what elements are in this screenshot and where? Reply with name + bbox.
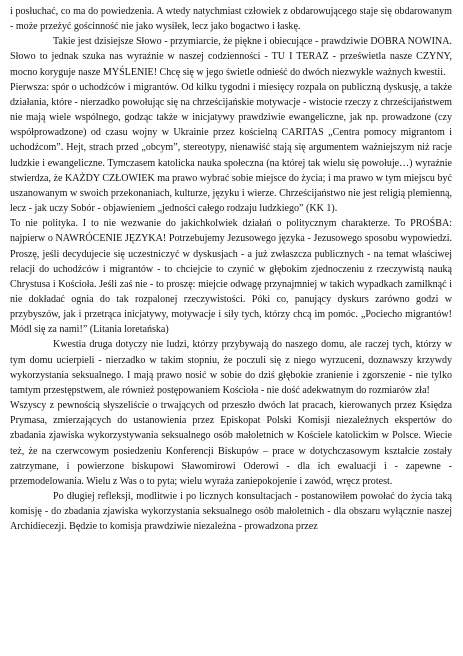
paragraph-good-news: Takie jest dzisiejsze Słowo - przymiarcie, że piękne i obiecujące - prawdziwie DOBRA NOWINA. Słowo to jednak szuka nas wyraźnie w naszej codzienności - TU I TERAZ - prześwietla nasze CZYNY, mocno koryguje nasze MYŚLENIE! Chcę się w jego świetle odnieść do dwóch niezwykle ważnych kwestii. — [10, 36, 452, 78]
paragraph-conversion-of-language: To nie polityka. I to nie wezwanie do jakichkolwiek działań o politycznym charakterze. To PROŚBA: najpierw o NAWRÓCENIE JĘZYKA! Potrzebujemy Jezusowego języka - Jezusowego sposobu wypowiedzi. Proszę, jeśli decydujecie się uczestniczyć w dyskusjach - a już zwłaszcza publicznych - na temat właściwej relacji do uchodźców i migrantów - to chciejcie to czynić w głębokim zjednoczeniu z rzeczywistą nauką Chrystusa i Kościoła. Jeśli zaś nie - to proszę: miejcie odwagę przynajmniej w takich wypadkach zamilknąć i nie dokładać ognia do tak rozpalonej rzeczywistości. Póki co, panujący dyskurs zarówno godzi w przybyszów, jak i przetrąca inicjatywy, motywacje i siły tych, którzy chcą im pomóc. „Pociecho migrantów! Módl się za nami!” (Litania loretańska) — [10, 218, 452, 336]
paragraph-victims-of-abuse: Kwestia druga dotyczy nie ludzi, którzy przybywają do naszego domu, ale raczej tych, którzy w tym domu ucierpieli - nierzadko w takim stopniu, że poczuli się z niego wyrzuceni, doznawszy krzywdy wykorzystania seksualnego. I mają prawo nosić w sobie do dziś głębokie zranienie i zgorszenie - nie tylko tamtym przestępstwem, ale również postępowaniem Kościoła - nie dość adekwatnym do rozmiarów zła! — [10, 339, 452, 396]
paragraph-archdiocese-commission: Po długiej refleksji, modlitwie i po licznych konsultacjach - postanowiłem powołać do życia taką komisję - do zbadania zjawiska wykorzystania seksualnego osób małoletnich - dla obszaru wyłącznie naszej Archidiecezji. Będzie to komisja prawdziwie niezależna - prowadzona przez — [10, 491, 452, 533]
paragraph-migrants-dispute: Pierwsza: spór o uchodźców i migrantów. Od kilku tygodni i miesięcy rozpala on publiczną dyskusję, a także działania, które - nierzadko powołując się na chrześcijańskie motywacje - wistocie rzeczy z chrześcijaństwem nie mają wiele wspólnego, godząc także w inicjatywy prawdziwie ewangeliczne, jak np. prowadzone (czy współprowadzone) od czasu wojny w Ukrainie przez kościelną CARITAS „Centra pomocy migrantom i uchodźcom”. Hejt, strach przed „obcym”, stereotypy, nienawiść stają się argumentem ważniejszym niż racje ludzkie i ewangeliczne. Tymczasem katolicka nauka społeczna (na której tak wielu się powołuje…) wyraźnie stwierdza, że KAŻDY CZŁOWIEK ma prawo wybrać sobie miejsce do życia; i ma prawo w tym miejscu być uszanowanym w swoich przekonaniach, kulturze, języku i wierze. Chrześcijaństwo nie jest religią plemienną, lecz - jak uczy Sobór - objawieniem „jedności całego rodzaju ludzkiego” (KK 1). — [10, 81, 452, 215]
paragraph-hospitality: i posłuchać, co ma do powiedzenia. A wtedy natychmiast człowiek z obdarowującego staje się obdarowanym - może przeżyć gościnność nie jako wysiłek, lecz jako bogactwo i łaskę. — [10, 6, 452, 33]
paragraph-commission-works: Wszyscy z pewnością słyszeliście o trwających od przeszło dwóch lat pracach, kierowanych przez Księdza Prymasa, zmierzających do ustanowienia przez Episkopat Polski Komisji niezależnych ekspertów do zbadania zjawiska wykorzystywania seksualnego osób małoletnich w Kościele katolickim w Polsce. Wiecie też, że na czerwcowym posiedzeniu Konferencji Biskupów – prace w dotychczasowym kształcie zostały zatrzymane, i powierzone biskupowi Sławomirowi Oderowi - dla ich ewaluacji i - zapewne - przemodelowania. Wielu z Was o to pyta; wielu wyraża zaniepokojenie i zawód, wręcz protest. — [10, 400, 452, 487]
